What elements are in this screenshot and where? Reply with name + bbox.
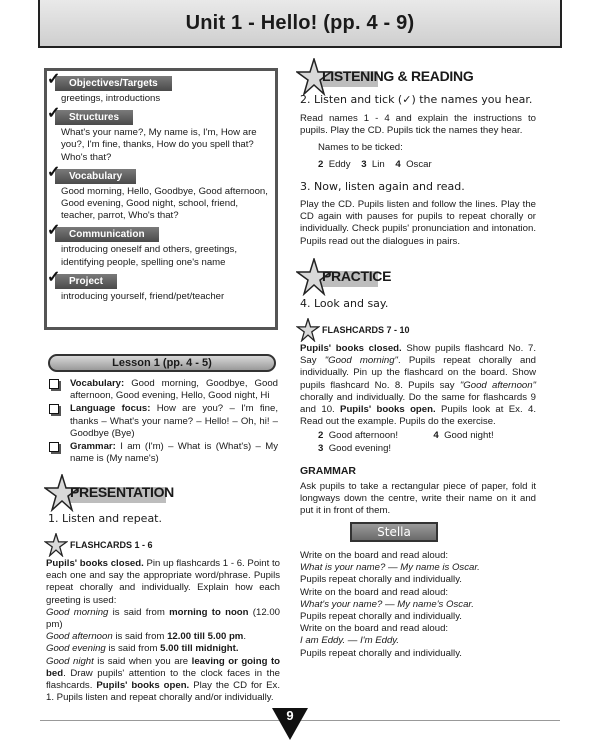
bullet-text: Good morning, Goodbye, Good afternoon, Good evening, Hello, Good night, Hi (70, 378, 278, 402)
project-heading (47, 268, 117, 289)
star-icon (296, 318, 320, 342)
greeting-end: (12.00 pm) (46, 606, 280, 631)
listening-banner (296, 58, 496, 98)
objectives-box (44, 68, 278, 330)
books-open: Pupils' books open. (340, 404, 436, 416)
unit-title: Unit 1 - Hello! (pp. 4 - 9) (185, 11, 415, 34)
bullet-label: Grammar: (70, 441, 116, 453)
answer-row (318, 429, 538, 442)
greeting-end: . (243, 631, 247, 643)
stella-line: Pupils repeat chorally and individually. (300, 647, 462, 659)
ticked-names (318, 158, 432, 171)
lesson-bullet (48, 441, 278, 465)
stella-line: Write on the board and read aloud: (300, 586, 449, 598)
grammar-text: Ask pupils to take a rectangular piece of paper, fold it longways down the centre, write their name on it and put it in front of them. (300, 481, 536, 517)
name: Eddy (328, 159, 351, 170)
practice-text-c: chorally and individually. Do the same for flashcards 9 and 10. (300, 391, 536, 416)
task-1-heading: 1. Listen and repeat. (48, 512, 162, 525)
greeting-term: Good morning (46, 606, 109, 618)
project-label: Project (69, 275, 103, 287)
greeting-term: Good evening (46, 643, 106, 655)
presentation-instructions: Pin up flashcards 1 - 6. Point to each one and say the appropriate word/phrase. Pupils repeat chorally and individually. Explain how each greeting is used: (46, 558, 280, 606)
project-text: introducing yourself, friend/pet/teacher (61, 290, 225, 302)
objectives-section (47, 71, 275, 105)
name: Oscar (406, 159, 432, 170)
bullet-label: Vocabulary: (70, 378, 125, 389)
flashcards-label: FLASHCARDS 1 - 6 (70, 539, 153, 550)
task-2-heading: 2. Listen and tick (✓) the names you hear. (300, 93, 533, 106)
flashcards-7-10 (296, 318, 410, 342)
flashcards-label: FLASHCARDS 7 - 10 (322, 324, 410, 335)
stella-tag: Stella (350, 522, 438, 542)
check-icon: ✓ (47, 105, 61, 123)
grammar-heading: GRAMMAR (300, 465, 356, 477)
check-icon: ✓ (47, 222, 61, 240)
unit-title-bar (38, 0, 562, 48)
greeting-time: morning to noon (169, 606, 249, 618)
play-cd-note: Play the CD for Ex. 1. Pupils listen and repeat chorally and/or individually. (46, 680, 281, 704)
quote-good-morning: "Good morning" (324, 355, 398, 367)
greeting-mid: is said from (108, 606, 170, 618)
lesson-bullet-list (48, 378, 278, 466)
presentation-banner (44, 474, 174, 514)
objectives-heading (47, 71, 172, 91)
lesson-bullet (48, 378, 278, 402)
presentation-heading: PRESENTATION (70, 484, 174, 500)
objectives-label: Objectives/Targets (69, 78, 158, 89)
greeting-term: Good night (46, 655, 94, 667)
answer-number: 4 (433, 430, 439, 441)
project-section (47, 269, 275, 303)
listening-heading: LISTENING & READING (322, 68, 474, 84)
answer-row (318, 442, 538, 455)
task-3-text: Play the CD. Pupils listen and follow the lines. Play the CD again with pauses for pupils to repeat chorally or individually. Check pupils' pronunciation and intonation. Pupils read out the dialogues in pairs. (300, 199, 536, 247)
greeting-end: . (63, 667, 66, 679)
names-ticked-label: Names to be ticked: (318, 142, 403, 153)
stella-line: What's your name? — My name's Oscar. (300, 598, 474, 610)
name-number: 2 (318, 159, 324, 170)
task-3-heading: 3. Now, listen again and read. (300, 180, 465, 193)
vocabulary-label: Vocabulary (69, 170, 123, 182)
vocabulary-section (47, 164, 275, 223)
greeting-term: Good afternoon (46, 631, 113, 643)
greeting-mid: is said from (112, 631, 168, 643)
practice-answers (318, 429, 538, 455)
stella-line: Write on the board and read aloud: (300, 623, 449, 635)
lesson-bullet (48, 403, 278, 440)
lesson-title: Lesson 1 (pp. 4 - 5) (48, 354, 276, 372)
practice-banner (296, 258, 416, 298)
vocabulary-text: Good morning, Hello, Goodbye, Good afternoon, Good evening, Good night, school, friend, teacher, parrot, Who's that? (61, 185, 268, 222)
greeting-time: 12.00 till 5.00 pm (167, 631, 244, 643)
task-4-heading: 4. Look and say. (300, 297, 389, 310)
structures-text: What's your name?, My name is, I'm, How are you?, I'm fine, thanks, How do you spell that? Who's that? (61, 127, 257, 163)
clock-faces-note: Draw pupils' attention to the clock faces in the flashcards. (46, 667, 281, 692)
stella-line: Write on the board and read aloud: (300, 550, 449, 561)
answer-number: 2 (318, 430, 324, 441)
check-icon: ✓ (47, 71, 61, 88)
bullet-text: I am (I'm) – What is (What's) – My name is (My name's) (70, 441, 278, 465)
star-icon (44, 533, 68, 557)
bullet-label: Language focus: (70, 403, 151, 415)
stella-lines (300, 550, 536, 660)
checkbox-icon (49, 442, 59, 452)
name-number: 4 (395, 159, 401, 170)
structures-heading (47, 105, 133, 125)
name-number: 3 (361, 159, 367, 170)
communication-text: introducing oneself and others, greetings, identifying people, spelling one's name (61, 244, 237, 268)
greeting-mid: is said from (105, 643, 161, 655)
answer-text: Good afternoon! (328, 430, 399, 441)
stella-line: Pupils repeat chorally and individually. (300, 611, 462, 623)
books-closed: Pupils' books closed. (300, 343, 402, 354)
communication-section (47, 222, 275, 268)
answer-number: 3 (318, 443, 324, 454)
communication-heading (47, 222, 159, 242)
presentation-text (46, 558, 280, 704)
structures-section (47, 105, 275, 164)
structures-label: Structures (69, 112, 120, 124)
practice-text-b: . Pupils repeat chorally and individually. Pin up the flashcard on the board. Show pupils flashcard No. 8. Pupils say (300, 355, 536, 391)
objectives-text: greetings, introductions (61, 93, 161, 104)
stella-line: Pupils repeat chorally and individually. (300, 574, 462, 586)
task-2-text: Read names 1 - 4 and explain the instructions to pupils. Play the CD. Pupils tick the names they hear. (300, 113, 536, 137)
flashcards-1-6 (44, 533, 153, 557)
check-icon: ✓ (47, 268, 61, 286)
books-closed: Pupils' books closed. (46, 558, 144, 569)
bullet-text: How are you? – I'm fine, thanks – What's your name? – Hello! – Oh, hi! – Goodbye (Bye) (70, 403, 278, 439)
check-icon: ✓ (47, 163, 61, 181)
name: Lin (371, 159, 385, 170)
page-number: 9 (286, 708, 294, 723)
greeting-mid: is said when you are (93, 655, 192, 667)
checkbox-icon (49, 379, 59, 389)
checkbox-icon (49, 404, 59, 414)
practice-heading: PRACTICE (322, 268, 392, 284)
practice-text (300, 343, 536, 428)
answer-text: Good evening! (328, 443, 392, 454)
books-open: Pupils' books open. (96, 680, 190, 692)
greeting-time: leaving or going to bed (46, 655, 280, 679)
greeting-time: 5.00 till midnight. (160, 643, 239, 655)
communication-label: Communication (69, 229, 145, 241)
answer-text: Good night! (444, 430, 494, 441)
vocabulary-heading (47, 163, 136, 184)
practice-text-d: Pupils look at Ex. 4. Read out the example. Pupils do the exercise. (300, 404, 536, 428)
practice-text-a: Show pupils flashcard No. 7. Say (300, 343, 536, 367)
stella-line: What is your name? — My name is Oscar. (300, 562, 480, 574)
stella-line: I am Eddy. — I'm Eddy. (300, 635, 400, 647)
quote-good-afternoon: "Good afternoon" (459, 379, 536, 391)
